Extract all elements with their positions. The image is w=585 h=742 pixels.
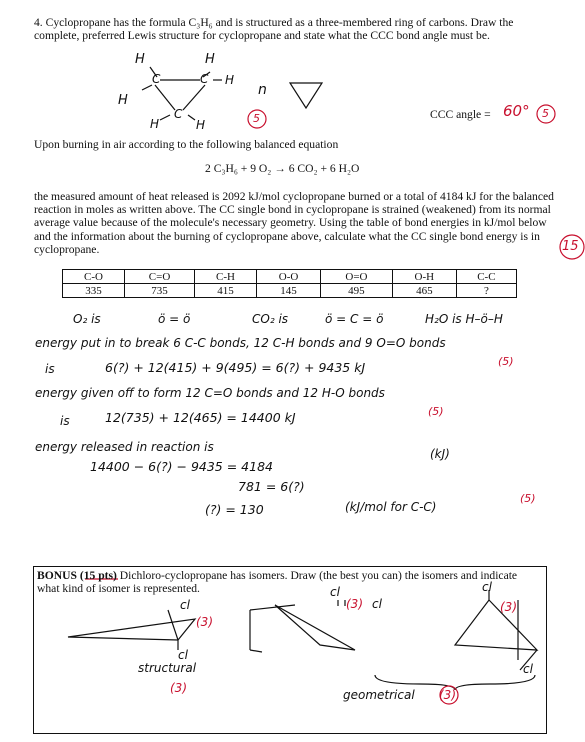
structural-score: (3) — [170, 681, 187, 695]
lewis-h-2: H — [205, 52, 215, 67]
bond-header: C-C — [456, 270, 516, 284]
work-co2-label: CO₂ is — [252, 312, 289, 326]
bond-value: ? — [456, 284, 516, 298]
cl-label-5: cl — [482, 580, 492, 594]
work-is-2: is — [60, 414, 70, 428]
combustion-equation: 2 C₃H₆ + 9 O₂ → 6 CO₂ + 6 H₂O — [205, 162, 360, 175]
work-score-1: (5) — [498, 355, 514, 368]
work-score-3: (5) — [520, 492, 536, 505]
bond-header: O-H — [392, 270, 456, 284]
bond-value: 465 — [392, 284, 456, 298]
burning-intro: Upon burning in air according to the following balanced equation — [34, 138, 339, 151]
burning-body: the measured amount of heat released is 2092 kJ/mol cyclopropane burned or a total of 4184 kJ for the balanced reaction in moles as written above. The CC single bond in cyclopropane is strained (weakened) from its normal average value because of the molecule's necessary geometry. Using the table of bond energies in kJ/mol below and the information about the burning of cyclopropane above, calculate what the CC single bond energy is in cyclopropane. — [34, 190, 554, 256]
work-score-2: (5) — [428, 405, 444, 418]
bonus-question: Dichloro-cyclopropane has isomers. Draw (the best you can) the isomers and indicate what kind of isomer is represented. — [37, 569, 518, 596]
lewis-h-3: H — [225, 73, 235, 87]
lewis-h-5: H — [150, 117, 160, 131]
bond-value: 335 — [63, 284, 125, 298]
bond-table-header-row — [63, 270, 517, 284]
burning-score: 15 — [562, 239, 579, 254]
bond-header: O-O — [257, 270, 321, 284]
work-energy-out: energy given off to form 12 C=O bonds and 12 H-O bonds — [35, 386, 385, 400]
bonus-text — [37, 569, 542, 595]
bond-value: 145 — [257, 284, 321, 298]
work-solve-step: 781 = 6(?) — [238, 479, 305, 494]
work-energy-in-calc: 6(?) + 12(415) + 9(495) = 6(?) + 9435 kJ — [105, 360, 366, 375]
isomer-3-score: (3) — [500, 600, 517, 614]
lewis-c-3: C — [174, 107, 183, 121]
work-balance-equation: 14400 − 6(?) − 9435 = 4184 — [90, 459, 273, 474]
bonus-points: (15 pts) — [79, 569, 117, 582]
angle-value: 60° — [503, 102, 530, 120]
geometrical-label: geometrical — [343, 688, 415, 702]
lewis-h-4: H — [118, 93, 128, 108]
work-energy-released: energy released in reaction is — [35, 440, 214, 454]
isomer-1-score: (3) — [196, 615, 213, 629]
lewis-c-1: C — [152, 72, 161, 86]
geometrical-score: (3) — [439, 688, 456, 702]
structural-label: structural — [138, 661, 197, 675]
work-answer: (?) = 130 — [205, 502, 264, 517]
bond-energy-table — [62, 269, 517, 298]
bond-header: C-H — [195, 270, 257, 284]
bonus-label: BONUS — [37, 569, 77, 582]
cl-label-6: cl — [523, 662, 533, 676]
bond-value: 415 — [195, 284, 257, 298]
bond-table-value-row — [63, 284, 517, 298]
angle-label: CCC angle = — [430, 108, 491, 121]
work-answer-unit: (kJ/mol for C-C) — [345, 500, 437, 514]
lewis-h-6: H — [196, 118, 206, 132]
lewis-score: 5 — [253, 112, 260, 125]
question-text: 4. Cyclopropane has the formula C₃H₆ and is structured as a three-membered ring of carbons. Draw the complete, preferred Lewis structure for cyclopropane and state what the CCC bond angle must be. — [34, 16, 514, 43]
bond-header: O=O — [321, 270, 393, 284]
lewis-h-1: H — [135, 52, 145, 67]
bond-value: 495 — [321, 284, 393, 298]
cl-label-4: cl — [372, 597, 382, 611]
work-is-1: is — [45, 362, 55, 376]
work-energy-out-calc: 12(735) + 12(465) = 14400 kJ — [105, 410, 296, 425]
isomer-2-score: (3) — [346, 597, 363, 611]
work-kj-unit: (kJ) — [430, 447, 450, 461]
bond-header: C=O — [125, 270, 195, 284]
work-o2-label: O₂ is — [73, 312, 101, 326]
bond-header: C-O — [63, 270, 125, 284]
work-energy-in: energy put in to break 6 C-C bonds, 12 C-H bonds and 9 O=O bonds — [35, 336, 446, 350]
work-h2o: H₂O is H–ö–H — [425, 312, 503, 326]
cl-label-2: cl — [178, 648, 188, 662]
angle-score: 5 — [542, 107, 549, 120]
lewis-c-2: C — [200, 72, 209, 86]
or-label: n — [258, 82, 267, 98]
bond-value: 735 — [125, 284, 195, 298]
cl-label-3: cl — [330, 585, 340, 599]
work-o2-structure: ö = ö — [158, 312, 191, 326]
work-co2-structure: ö = C = ö — [325, 312, 384, 326]
cl-label-1: cl — [180, 598, 190, 612]
